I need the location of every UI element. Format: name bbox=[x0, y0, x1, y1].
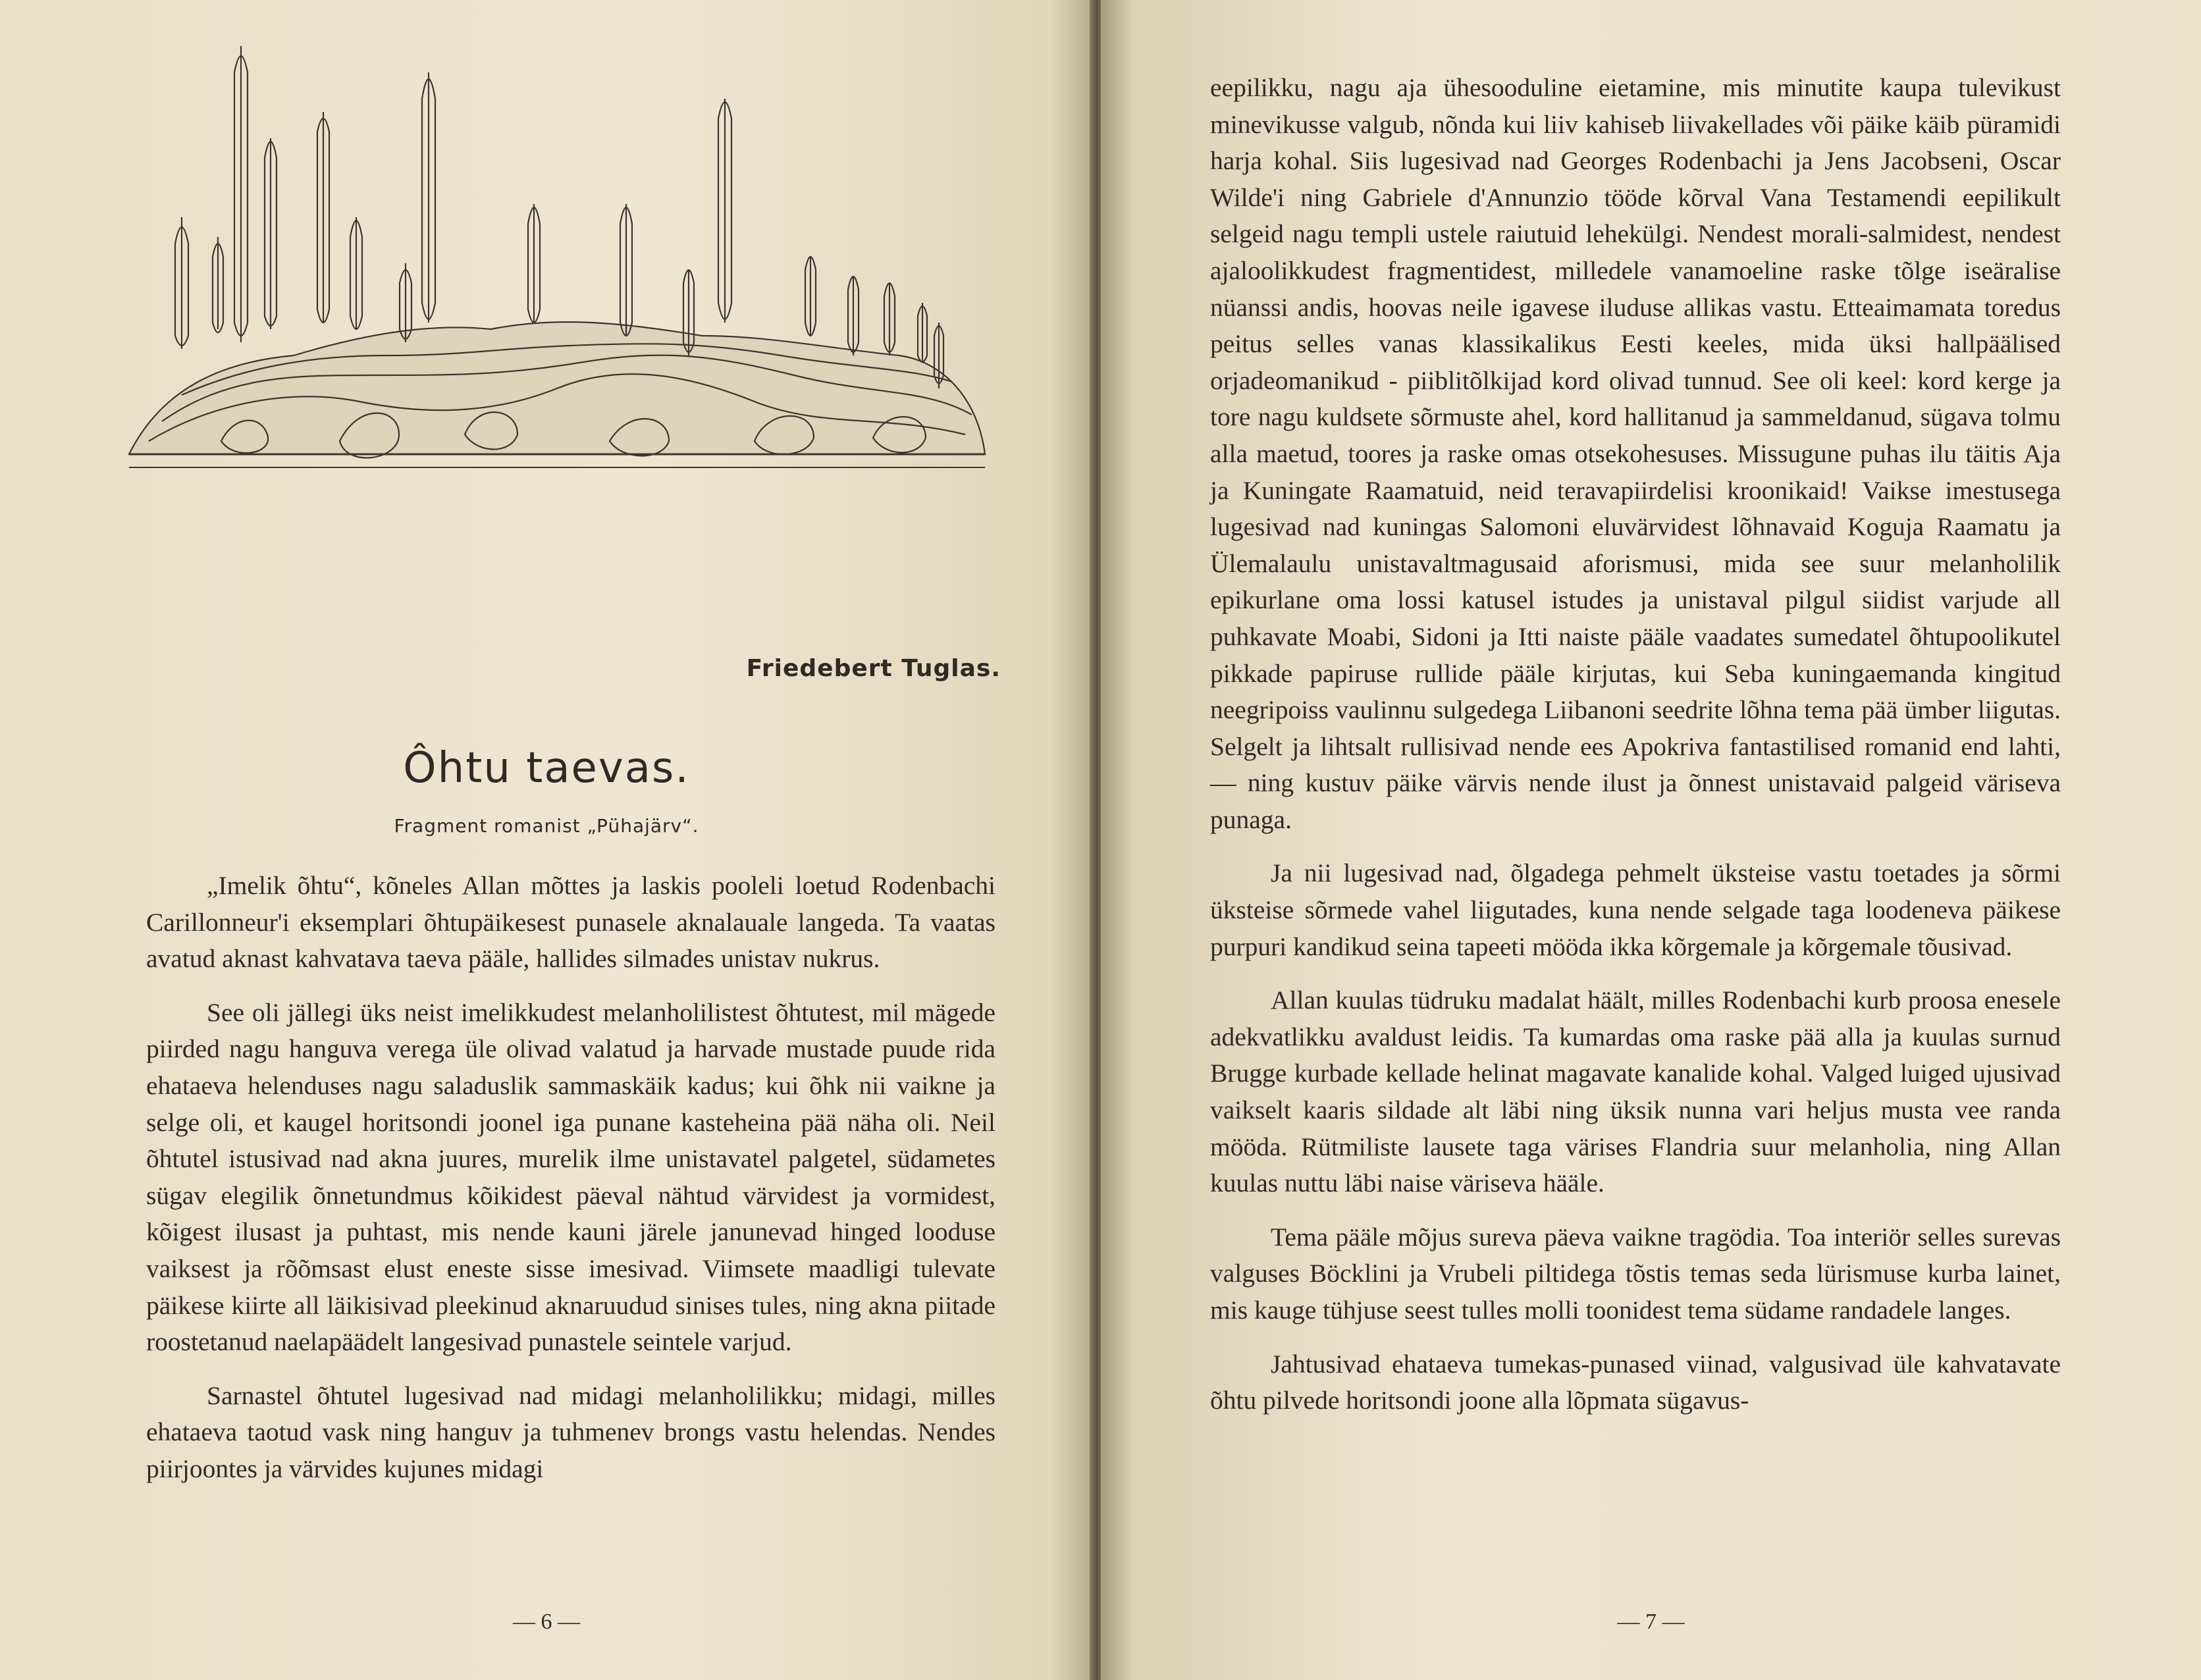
landscape-illustration bbox=[122, 46, 992, 507]
left-page bbox=[0, 0, 1093, 1680]
paragraph: „Imelik õhtu“, kõneles Allan mõttes ja laskis pooleli loetud Rodenbachi Carillonneur'i eksemplari õhtupäikesest punasele aknalauale langeda. Ta vaatas avatud aknast kahvatava taeva pääle, hallides silmades unistav nukrus. bbox=[146, 871, 995, 974]
paragraph: Ja nii lugesivad nad, õlgadega pehmelt üksteise vastu toetades ja sõrmi üksteise sõrmede vahel liigutades, kuna nende selgade taga loodeneva päikese purpuri kandikud seina tapeeti mööda ikka kõrgemale ja kõrgemale tõusivad. bbox=[1210, 858, 2061, 961]
left-body-text bbox=[146, 868, 995, 1505]
chapter-subtitle: Fragment romanist „Pühajärv“. bbox=[394, 815, 699, 837]
page-number-left: — 6 — bbox=[513, 1610, 580, 1634]
author-name: Friedebert Tuglas. bbox=[746, 655, 1001, 682]
paragraph: Sarnastel õhtutel lugesivad nad midagi melanholilikku; midagi, milles ehataeva taotud vask ning hanguv ja tuhmenev brongs vastu helendas. Nendes piirjoontes ja värvides kujunes midagi bbox=[146, 1380, 995, 1483]
right-body-text bbox=[1210, 70, 2061, 1436]
page-number-right: — 7 — bbox=[1617, 1610, 1685, 1634]
paragraph: Jahtusivad ehataeva tumekas-punased viinad, valgusivad üle kahvatavate õhtu pilvede horitsondi joone alla lõpmata sügavus- bbox=[1210, 1349, 2061, 1415]
paragraph: eepilikku, nagu aja ühesooduline eietamine, mis minutite kaupa tulevikust minevikusse valgub, nõnda kui liiv kahiseb liivakellades või päike käib püramidi harja kohal. Siis lugesivad nad Georges Rodenbachi ja Jens Jacobseni, Oscar Wilde'i ning Gabriele d'Annunzio tööde kõrval Vana Testamendi eepilikult selgeid nagu templi ustele raiutuid lehekülgi. Nendest morali-salmidest, nendest ajaloolikkudest fragmentidest, milledele vanamoeline raske tõlge iseäralise nüanssi andis, hoovas neile igavese iluduse allikas vastu. Etteaimamata toredus peitus selles vanas klassikalikus Eesti keeles, mida üksi hallpäälised orjadeomanikud - piiblitõlkijad kord olivad tunnud. See oli keel: kord kerge ja tore nagu kuldsete sõrmuste ahel, kord hallitanud ja sammeldanud, sügava tolmu alla maetud, toores ja raske omas otsekohesuses. Missugune puhas ilu täitis Aja ja Kuningate Raamatuid, neid teravapiirdelisi kroonikaid! Vaikse imestusega lugesivad nad kuningas Salomoni eluvärvidest lõhnavaid Koguja Raamatu ja Ülemalaulu unistavaltmagusaid aforismusi, mida see suur melanholilik epikurlane oma lossi katusel istudes ja unistaval pilgul siidist varjude all puhkavate Moabi, Sidoni ja Itti naiste pääle vaadates sumedatel õhtupoolikutel pikkade papiruse rullide pääle kirjutas, kui Seba kuningaemanda kingitud neegripoiss vaulinnu sulgedega Liibanoni seedrite lõhna tema pää ümber liigutas. Selgelt ja lihtsalt rullisivad nende ees Apokriva fantastilised romanid end lahti, — ning kustuv päike värvis nende ilust ja õnnest unistavaid palgeid väriseva punaga. bbox=[1210, 73, 2061, 834]
paragraph: Allan kuulas tüdruku madalat häält, milles Rodenbachi kurb proosa enesele adekvatlikku avaldust leidis. Ta kumardas oma raske pää alla ja kuulas surnud Brugge kurbade kellade helinat magavate kanalide kohal. Valged luiged ujusivad vaikselt kaaris sildade alt läbi ning üksik nunna vari heljus musta vee randa mööda. Rütmiliste lausete taga värises Flandria suur melanholia, ning Allan kuulas nuttu läbi naise väriseva hääle. bbox=[1210, 985, 2061, 1198]
paragraph: See oli jällegi üks neist imelikkudest melanholilistest õhtutest, mil mägede piirded nagu hanguva verega üle olivad valatud ja harvade mustade puude rida ehataeva helenduses nagu saladuslik sammaskäik kadus; kui õhk nii vaikne ja selge oli, et kaugel horitsondi joonel iga punane kasteheina pää näha oli. Neil õhtutel istusivad nad akna juures, murelik ilme unistavatel palgetel, südametes sügav elegilik õnnetundmus kõikidest päeval nähtud värvidest ja vormidest, kõigest ilusast ja puhtast, mis nende kauni järele janunevad hinged looduse vaiksest ja rõõmsast elust eneste sisse imesivad. Viimsete maadligi tulevate päikese kiirte all läikisivad pleekinud aknaruudud sinises tules, ning akna piitade roostetanud naelapäädelt langesivad punastele seintele varjud. bbox=[146, 997, 995, 1357]
paragraph: Tema pääle mõjus sureva päeva vaikne tragödia. Toa interiör selles surevas valguses Böcklini ja Vrubeli piltidega tõstis temas seda lürismuse kurba lainet, mis kauge tühjuse seest tulles molli toonidest tema südame randadele langes. bbox=[1210, 1222, 2061, 1325]
chapter-title: Ôhtu taevas. bbox=[403, 744, 690, 793]
